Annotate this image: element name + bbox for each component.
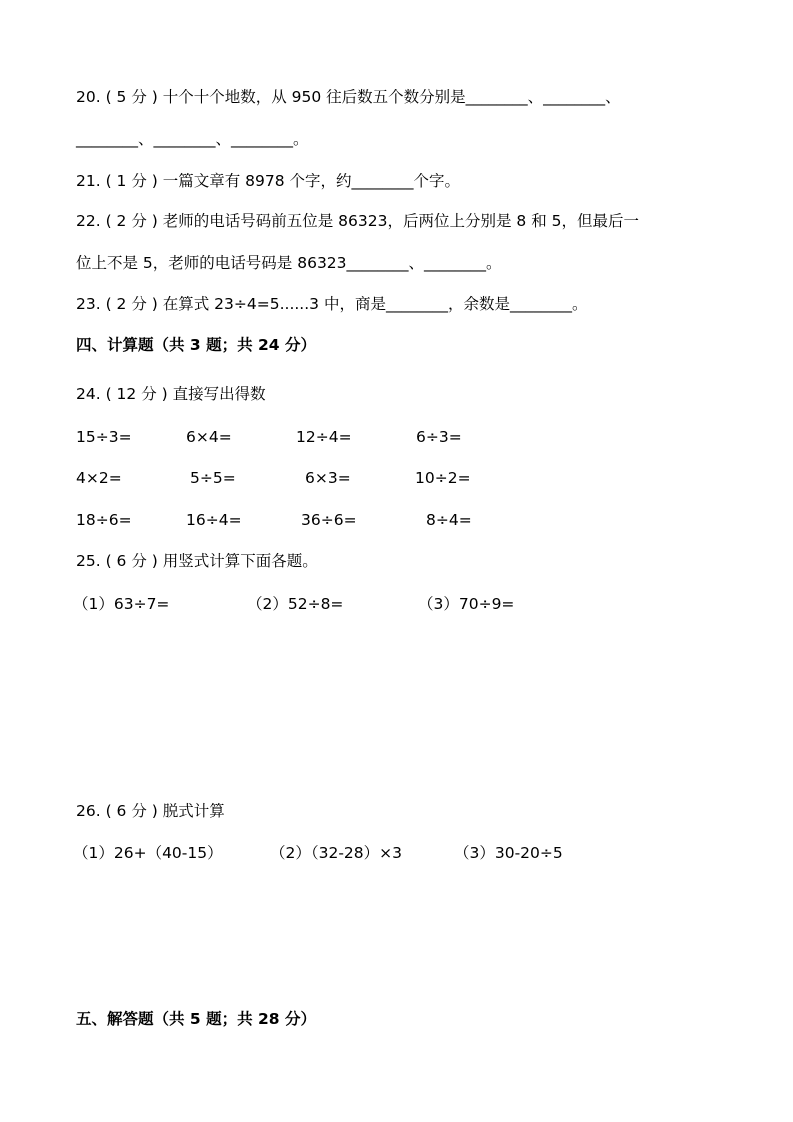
section5-heading: 五、解答题（共 5 题；共 28 分） xyxy=(76,1010,316,1028)
q25-title: 25. ( 6 分 ) 用竖式计算下面各题。 xyxy=(76,552,318,570)
q20-line2: ________、________、________。 xyxy=(76,130,309,148)
q24-cell: 10÷2= xyxy=(415,469,471,487)
q24-cell: 8÷4= xyxy=(426,511,472,529)
q25-item: （2）52÷8= xyxy=(247,595,344,613)
q21-line1: 21. ( 1 分 ) 一篇文章有 8978 个字，约________个字。 xyxy=(76,172,461,190)
q24-cell: 4×2= xyxy=(76,469,122,487)
q25-item: （1）63÷7= xyxy=(73,595,170,613)
q24-cell: 6×4= xyxy=(186,428,232,446)
q24-title: 24. ( 12 分 ) 直接写出得数 xyxy=(76,385,266,403)
q24-cell: 6×3= xyxy=(305,469,351,487)
q24-cell: 16÷4= xyxy=(186,511,242,529)
q26-item: （3）30-20÷5 xyxy=(454,844,563,862)
q24-cell: 18÷6= xyxy=(76,511,132,529)
q24-cell: 5÷5= xyxy=(190,469,236,487)
q26-title: 26. ( 6 分 ) 脱式计算 xyxy=(76,802,225,820)
q25-item: （3）70÷9= xyxy=(418,595,515,613)
q26-item: （1）26+（40-15） xyxy=(73,844,223,862)
q24-cell: 12÷4= xyxy=(296,428,352,446)
q22-line2: 位上不是 5，老师的电话号码是 86323________、________。 xyxy=(76,254,502,272)
q24-cell: 36÷6= xyxy=(301,511,357,529)
q22-line1: 22. ( 2 分 ) 老师的电话号码前五位是 86323，后两位上分别是 8 和 5，但最后一 xyxy=(76,212,639,230)
section4-heading: 四、计算题（共 3 题；共 24 分） xyxy=(76,336,316,354)
q24-cell: 6÷3= xyxy=(416,428,462,446)
q24-cell: 15÷3= xyxy=(76,428,132,446)
q20-line1: 20. ( 5 分 ) 十个十个地数，从 950 往后数五个数分别是________、________、 xyxy=(76,88,621,106)
q26-item: （2）（32-28）×3 xyxy=(270,844,403,862)
q23-line1: 23. ( 2 分 ) 在算式 23÷4=5......3 中，商是________，余数是________。 xyxy=(76,295,588,313)
